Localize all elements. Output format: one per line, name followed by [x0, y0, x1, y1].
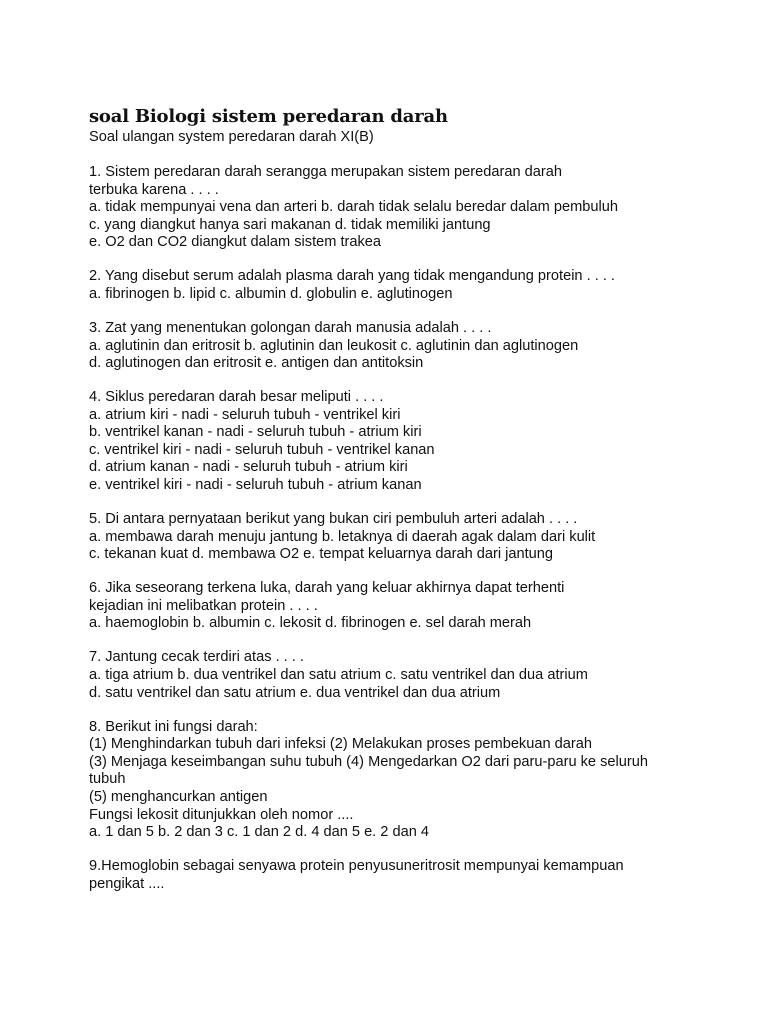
question-line: a. tiga atrium b. dua ventrikel dan satu atrium c. satu ventrikel dan dua atrium: [89, 667, 588, 683]
question-line: 8. Berikut ini fungsi darah:: [89, 718, 258, 735]
question-line: (5) menghancurkan antigen: [89, 788, 268, 805]
question-line: terbuka karena . . . .: [89, 181, 219, 198]
question-2: [89, 268, 689, 303]
question-line: c. ventrikel kiri - nadi - seluruh tubuh - ventrikel kanan: [89, 441, 435, 458]
question-line: e. ventrikel kiri - nadi - seluruh tubuh - atrium kanan: [89, 477, 422, 494]
question-line: 7. Jantung cecak terdiri atas . . . .: [89, 649, 304, 666]
question-line: 3. Zat yang menentukan golongan darah manusia adalah . . . .: [89, 319, 492, 336]
question-line: 1. Sistem peredaran darah serangga merupakan sistem peredaran darah: [89, 164, 562, 180]
question-4: [89, 389, 689, 495]
question-8: [89, 719, 689, 842]
question-line: 4. Siklus peredaran darah besar meliputi . . . .: [89, 389, 384, 406]
question-line: a. tidak mempunyai vena dan arteri b. darah tidak selalu beredar dalam pembuluh: [89, 199, 618, 216]
document-subtitle: Soal ulangan system peredaran darah XI(B): [89, 129, 374, 145]
question-line: a. 1 dan 5 b. 2 dan 3 c. 1 dan 2 d. 4 dan 5 e. 2 dan 4: [89, 824, 429, 841]
question-line: 6. Jika seseorang terkena luka, darah yang keluar akhirnya dapat terhenti: [89, 580, 565, 597]
question-line: (3) Menjaga keseimbangan suhu tubuh (4) Mengedarkan O2 dari paru-paru ke seluruh: [89, 753, 648, 770]
question-line: a. aglutinin dan eritrosit b. aglutinin dan leukosit c. aglutinin dan aglutinogen: [89, 337, 579, 354]
question-line: b. ventrikel kanan - nadi - seluruh tubuh - atrium kiri: [89, 424, 422, 441]
question-9: [89, 858, 689, 893]
question-line: kejadian ini melibatkan protein . . . .: [89, 597, 318, 614]
question-line: Fungsi lekosit ditunjukkan oleh nomor ....: [89, 806, 354, 823]
question-6: [89, 580, 689, 633]
question-line: a. fibrinogen b. lipid c. albumin d. globulin e. aglutinogen: [89, 285, 453, 302]
question-7: [89, 649, 689, 702]
question-1: [89, 164, 689, 252]
question-list: [89, 164, 689, 893]
document-page: [89, 106, 689, 910]
question-line: a. membawa darah menuju jantung b. letaknya di daerah agak dalam dari kulit: [89, 528, 596, 545]
question-line: (1) Menghindarkan tubuh dari infeksi (2) Melakukan proses pembekuan darah: [89, 736, 592, 753]
question-line: e. O2 dan CO2 diangkut dalam sistem trakea: [89, 234, 382, 251]
question-line: d. atrium kanan - nadi - seluruh tubuh - atrium kiri: [89, 459, 408, 476]
question-line: tubuh: [89, 771, 126, 788]
question-line: c. tekanan kuat d. membawa O2 e. tempat keluarnya darah dari jantung: [89, 546, 554, 563]
question-line: pengikat ....: [89, 875, 165, 892]
question-line: 9.Hemoglobin sebagai senyawa protein penyusuneritrosit mempunyai kemampuan: [89, 858, 624, 875]
question-3: [89, 320, 689, 373]
question-line: d. satu ventrikel dan satu atrium e. dua ventrikel dan dua atrium: [89, 684, 501, 701]
question-line: c. yang diangkut hanya sari makanan d. tidak memiliki jantung: [89, 216, 491, 233]
question-line: d. aglutinogen dan eritrosit e. antigen dan antitoksin: [89, 355, 424, 372]
question-line: a. atrium kiri - nadi - seluruh tubuh - ventrikel kiri: [89, 406, 401, 423]
question-line: a. haemoglobin b. albumin c. lekosit d. fibrinogen e. sel darah merah: [89, 615, 532, 632]
question-line: 2. Yang disebut serum adalah plasma darah yang tidak mengandung protein . . . .: [89, 268, 615, 285]
document-title: soal Biologi sistem peredaran darah: [89, 106, 448, 127]
question-line: 5. Di antara pernyataan berikut yang bukan ciri pembuluh arteri adalah . . . .: [89, 511, 578, 528]
question-5: [89, 511, 689, 564]
